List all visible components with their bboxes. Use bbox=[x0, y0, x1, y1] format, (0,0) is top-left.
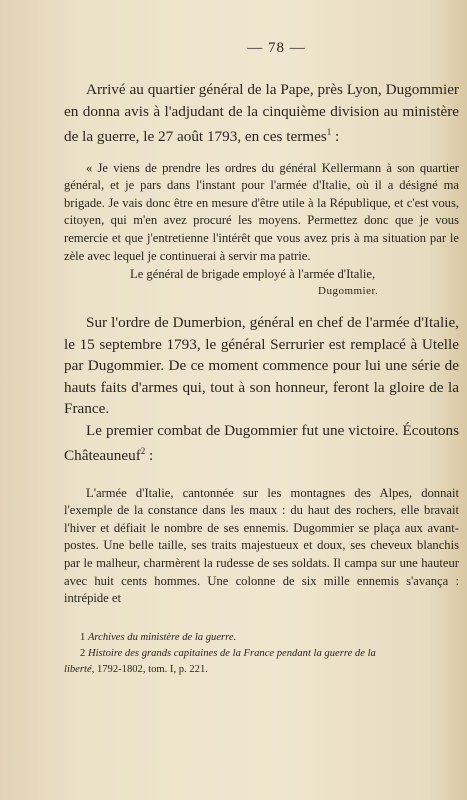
footnote-1-number: 1 bbox=[80, 631, 86, 643]
quote-chateauneuf: L'armée d'Italie, cantonnée sur les montagnes des Alpes, donnait l'exemple de la constance dans les maux : du haut des rochers, elle bravait l'hiver et défiait le nombre de ses ennemis. Dugommier se plaça aux avant-postes. Une belle taille, ses traits majestueux et doux, ses cheveux blanchis par le malheur, charmèrent la rudesse de ses soldats. Il campa sur une hauteur avec huit cents hommes. Une colonne de six mille ennemis s'avança : intrépide et bbox=[64, 485, 459, 606]
signature-name: Dugommier. bbox=[318, 285, 379, 298]
intro-tail: : bbox=[331, 128, 340, 146]
footnote-ref-2: 2 bbox=[140, 446, 146, 457]
quote-open-mark: « bbox=[86, 160, 98, 175]
quote-kellermann-text: Je viens de prendre les ordres du général Kellermann à son quartier général, et je pars dans l'instant pour l'armée d'Italie, où il a désigné ma brigade. Je vais donc être en mesure d'être utile à la République, et c'est vous, citoyen, qui m'en avez procuré les moyens. Permettez donc que je vous remercie et que j'entretienne l'intérêt que vous avez pris à ma situation par le zèle avec lequel je continuerai à servir ma patrie. bbox=[64, 160, 459, 263]
footnote-ref-1: 1 bbox=[326, 127, 332, 137]
intro-text: Arrivé au quartier général de la Pape, près Lyon, Dugommier en donna avis à l'adjudant de la cinquième division au ministère de la guerre, le 27 août 1793, en ces termes bbox=[64, 81, 459, 146]
body-paragraph-1: Sur l'ordre de Dumerbion, général en chef de l'armée d'Italie, le 15 septembre 1793, le général Serrurier est remplacé à Utelle par Dugommier. De ce moment commence pour lui une série de hauts faits d'armes qui, tout à son honneur, feront la gloire de la France. bbox=[64, 314, 459, 418]
footnote-1 bbox=[80, 630, 459, 646]
footnote-2-title-cont: liberté bbox=[64, 663, 92, 675]
page-number: — 78 — bbox=[247, 40, 306, 56]
footnotes bbox=[64, 630, 459, 678]
body-paragraph-2-text: Le premier combat de Dugommier fut une victoire. Écoutons Châteauneuf bbox=[64, 421, 459, 465]
footnote-2-continued bbox=[64, 662, 459, 678]
footnote-2-number: 2 bbox=[80, 647, 86, 659]
footnote-2 bbox=[80, 646, 459, 662]
quote-kellermann bbox=[64, 160, 459, 266]
body-paragraph-2-tail: : bbox=[145, 447, 154, 465]
body-paragraph-2 bbox=[64, 420, 459, 467]
signature-title: Le général de brigade employé à l'armée d'Italie, bbox=[130, 267, 376, 282]
intro-paragraph bbox=[64, 79, 459, 148]
footnote-2-rest: , 1792-1802, tom. I, p. 221. bbox=[91, 663, 208, 675]
footnote-1-text: Archives du ministère de la guerre. bbox=[87, 631, 237, 643]
footnote-2-title: Histoire des grands capitaines de la France pendant la guerre de la bbox=[87, 647, 376, 659]
